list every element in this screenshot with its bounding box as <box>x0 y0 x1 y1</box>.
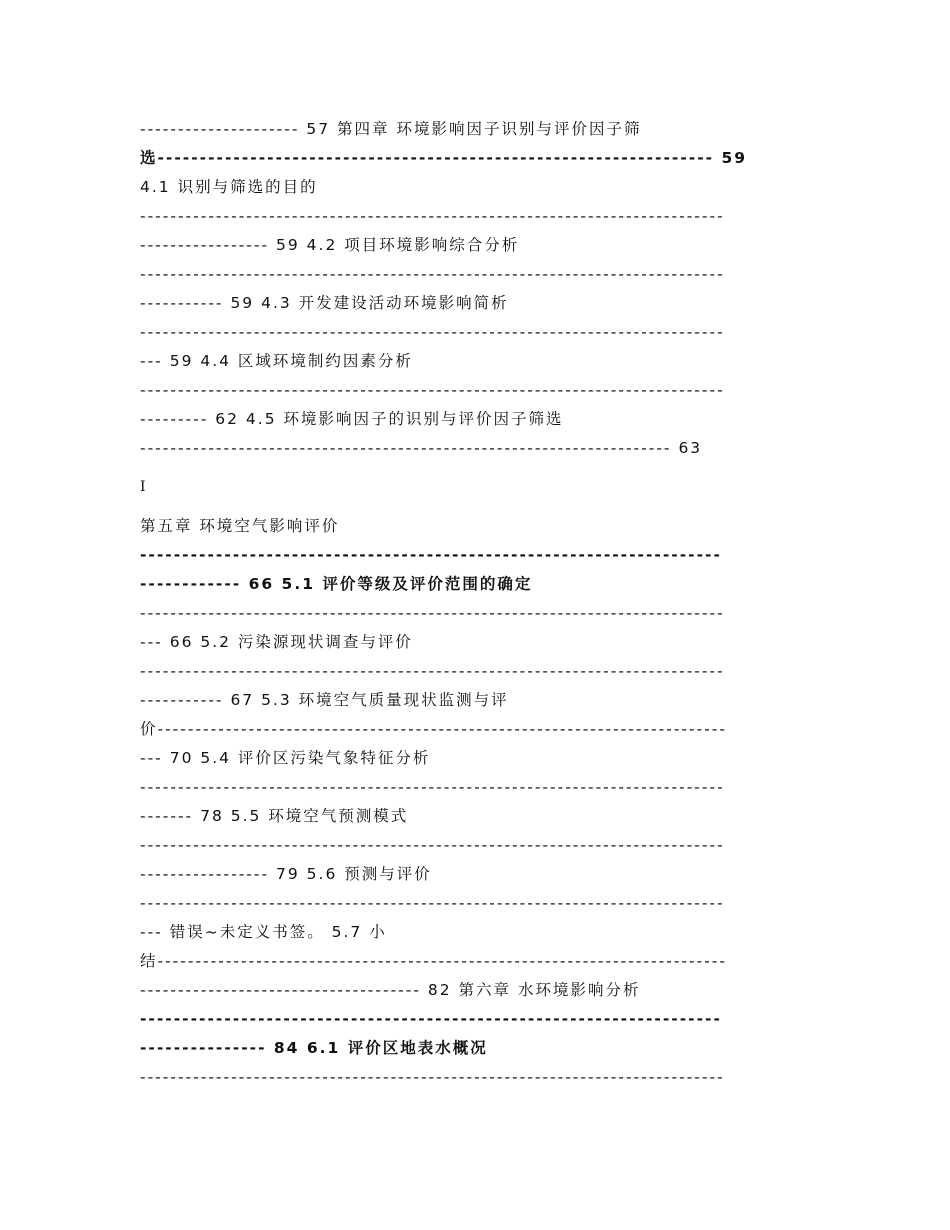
toc-line: ------------ 66 5.1 评价等级及评价范围的确定 <box>140 575 533 593</box>
toc-line: ----------------------------------------------------------------------------- <box>140 836 725 854</box>
toc-line: --- 70 5.4 评价区污染气象特征分析 <box>140 749 431 767</box>
toc-line: ----------- 59 4.3 开发建设活动环境影响简析 <box>140 294 509 312</box>
toc-line: ----------------------------------------------------------------------------- <box>140 381 725 399</box>
toc-line: 选------------------------------------------------------------------ 59 <box>140 149 748 167</box>
toc-line: ----------------------------------------------------------------------------- <box>140 662 725 680</box>
toc-line: 结--------------------------------------------------------------------------- <box>140 952 727 970</box>
toc-line: ----------------------------------------------------------------------------- <box>140 894 725 912</box>
toc-line: --- 59 4.4 区域环境制约因素分析 <box>140 352 413 370</box>
toc-line: --------------------------------------------------------------------- <box>140 1010 722 1028</box>
toc-line: --------------------- 57 第四章 环境影响因子识别与评价因子筛 <box>140 120 642 138</box>
toc-line: --- 66 5.2 污染源现状调查与评价 <box>140 633 413 651</box>
toc-line: ------------------------------------- 82 第六章 水环境影响分析 <box>140 981 641 999</box>
toc-line: --------------- 84 6.1 评价区地表水概况 <box>140 1039 488 1057</box>
page-number: I <box>140 479 146 495</box>
toc-line: 4.1 识别与筛选的目的 <box>140 178 318 196</box>
toc-line: ----------------- 79 5.6 预测与评价 <box>140 865 432 883</box>
toc-line: --------------------------------------------------------------------- <box>140 546 722 564</box>
toc-line: ----------------------------------------------------------------------------- <box>140 604 725 622</box>
toc-line: ----------------------------------------------------------------------------- <box>140 1068 725 1086</box>
toc-line: ----------------------------------------------------------------------------- <box>140 265 725 283</box>
toc-line: ---------------------------------------------------------------------- 63 <box>140 439 703 457</box>
toc-line: ----------------- 59 4.2 项目环境影响综合分析 <box>140 236 520 254</box>
toc-page <box>140 115 810 1092</box>
toc-line: ----------- 67 5.3 环境空气质量现状监测与评 <box>140 691 509 709</box>
toc-section-chapter4 <box>140 115 810 463</box>
toc-line: ------- 78 5.5 环境空气预测模式 <box>140 807 409 825</box>
chapter-title: 第五章 环境空气影响评价 <box>140 517 340 535</box>
toc-line: 价--------------------------------------------------------------------------- <box>140 720 727 738</box>
toc-section-chapter5 <box>140 512 810 1092</box>
toc-line: ----------------------------------------------------------------------------- <box>140 323 725 341</box>
toc-line: --- 错误~未定义书签。 5.7 小 <box>140 923 387 941</box>
toc-line: ----------------------------------------------------------------------------- <box>140 778 725 796</box>
toc-line: ----------------------------------------------------------------------------- <box>140 207 725 225</box>
toc-line: --------- 62 4.5 环境影响因子的识别与评价因子筛选 <box>140 410 564 428</box>
